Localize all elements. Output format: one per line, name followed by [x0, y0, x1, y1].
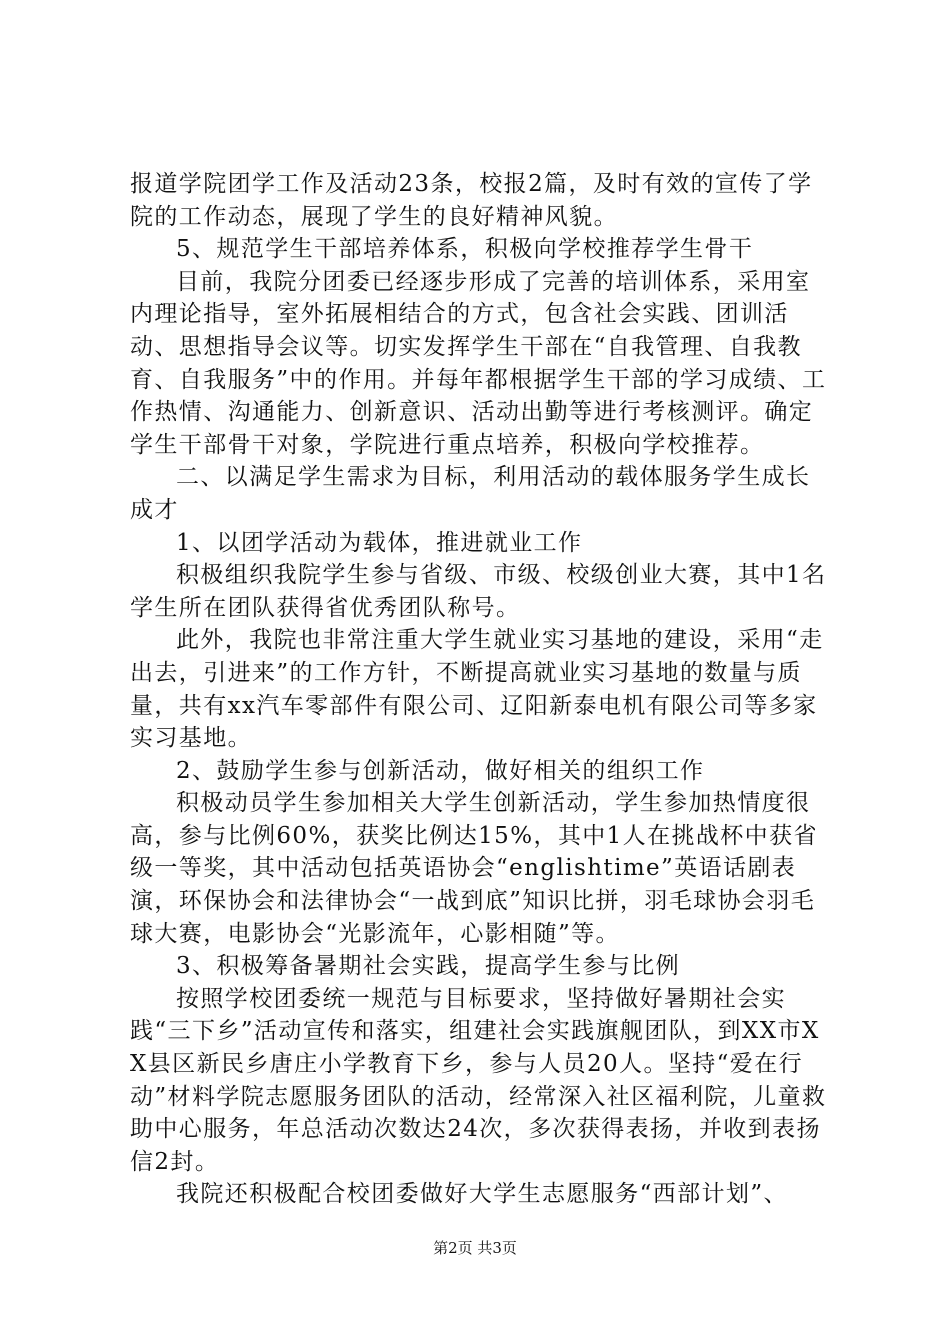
chapter-heading-2: 二、以满足学生需求为目标，利用活动的载体服务学生成长成才: [130, 464, 811, 523]
section-heading-2: 2、鼓励学生参与创新活动，做好相关的组织工作: [176, 757, 705, 784]
paragraph-volunteer: 我院还积极配合校团委做好大学生志愿服务“西部计划”、: [176, 1181, 788, 1208]
paragraph-training-system: 目前，我院分团委已经逐步形成了完善的培训体系，采用室内理论指导，室外拓展相结合的方式，包含社会实践、团训活动、思想指导会议等。切实发挥学生干部在“自我管理、自我教育、自我服务”中的作用。并每年都根据学生干部的学习成绩、工作热情、沟通能力、创新意识、活动出勤等进行考核测评。确定学生干部骨干对象，学院进行重点培养，积极向学校推荐。: [130, 268, 827, 458]
paragraph-internship-base: 此外，我院也非常注重大学生就业实习基地的建设，采用“走出去，引进来”的工作方针，不断提高就业实习基地的数量与质量，共有xx汽车零部件有限公司、辽阳新泰电机有限公司等多家实习基地。: [130, 627, 824, 752]
section-heading-1: 1、以团学活动为载体，推进就业工作: [176, 529, 583, 556]
paragraph-continuation: 报道学院团学工作及活动23条，校报2篇，及时有效的宣传了学院的工作动态，展现了学生的良好精神风貌。: [130, 171, 813, 230]
paragraph-social-practice: 按照学校团委统一规范与目标要求，坚持做好暑期社会实践“三下乡”活动宣传和落实，组建社会实践旗舰团队，到XX市XX县区新民乡唐庄小学教育下乡，参与人员20人。坚持“爱在行动”材料学院志愿服务团队的活动，经常深入社区福利院，儿童救助中心服务，年总活动次数达24次，多次获得表扬，并收到表扬信2封。: [130, 985, 827, 1175]
section-heading-5: 5、规范学生干部培养体系，积极向学校推荐学生骨干: [176, 236, 754, 263]
page-footer: 第2页 共3页: [433, 1239, 517, 1257]
paragraph-innovation: 积极动员学生参加相关大学生创新活动，学生参加热情度很高，参与比例60%，获奖比例达15%，其中1人在挑战杯中获省级一等奖，其中活动包括英语协会“englishtime”英语话剧表演，环保协会和法律协会“一战到底”知识比拼，羽毛球协会羽毛球大赛，电影协会“光影流年，心影相随”等。: [130, 790, 818, 947]
document-body: [130, 168, 830, 1211]
section-heading-3: 3、积极筹备暑期社会实践，提高学生参与比例: [176, 953, 681, 980]
paragraph-competition: 积极组织我院学生参与省级、市级、校级创业大赛，其中1名学生所在团队获得省优秀团队称号。: [130, 562, 827, 621]
